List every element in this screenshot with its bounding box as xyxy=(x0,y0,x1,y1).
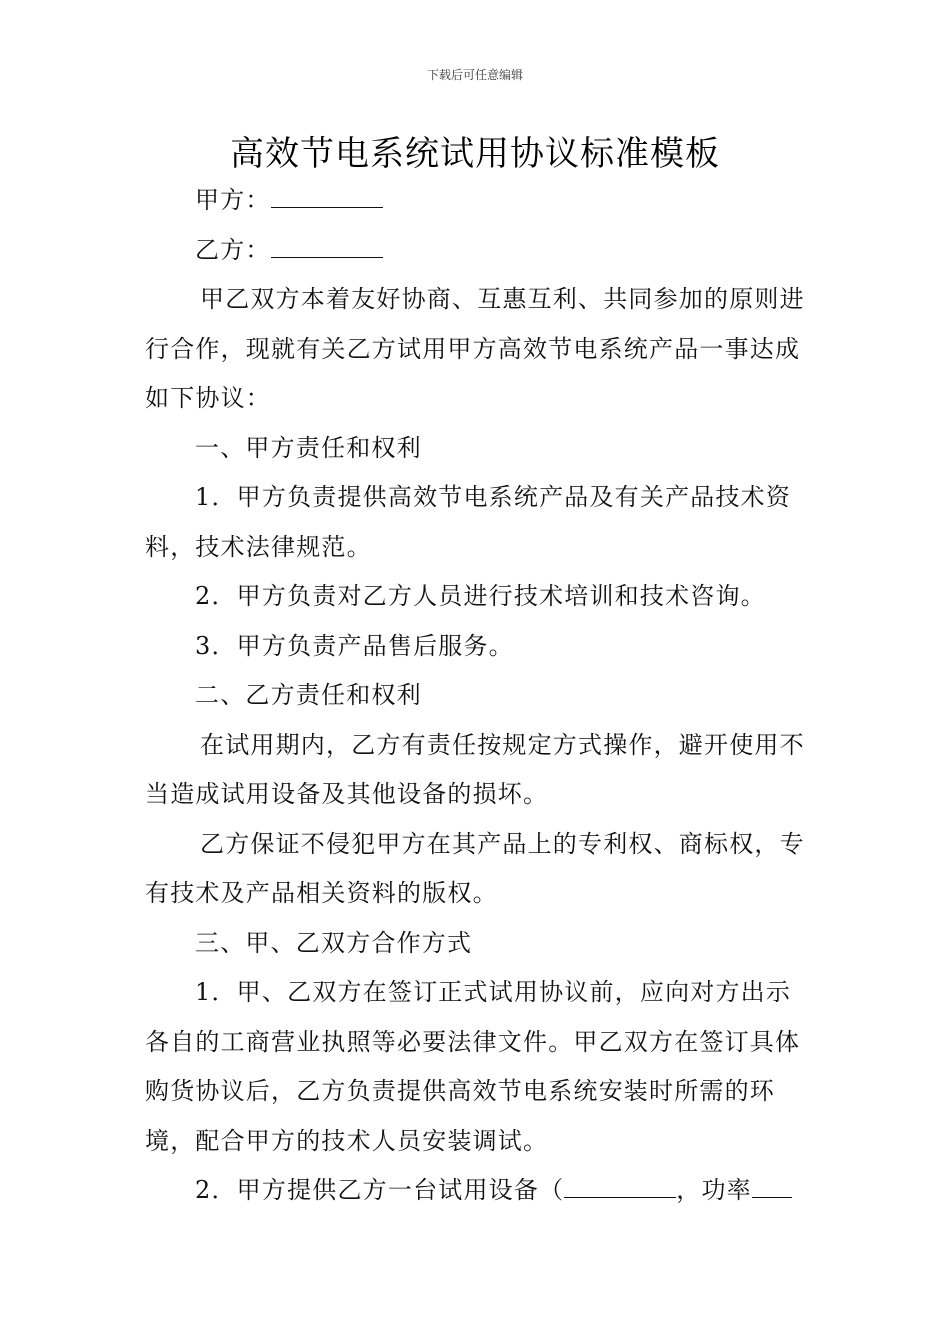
power-blank xyxy=(752,1169,792,1198)
party-a-line xyxy=(145,176,810,226)
party-a-label: 甲方： xyxy=(195,186,271,214)
section1-heading: 一、甲方责任和权利 xyxy=(195,433,422,462)
section2-paragraph1: 在试用期内，乙方有责任按规定方式操作，避开使用不当造成试用设备及其他设备的损坏。 xyxy=(145,730,805,808)
section3-item2-part1: 2．甲方提供乙方一台试用设备（ xyxy=(195,1176,565,1204)
document-body xyxy=(145,176,810,1216)
section2-heading: 二、乙方责任和权利 xyxy=(195,681,422,709)
section3-item1: 1．甲、乙双方在签订正式试用协议前，应向对方出示各自的工商营业执照等必要法律文件。甲乙双方在签订具体购货协议后，乙方负责提供高效节电系统安装时所需的环境，配合甲方的技术人员安装调试。 xyxy=(145,978,801,1155)
document-title: 高效节电系统试用协议标准模板 xyxy=(230,134,720,174)
section1-item3: 3．甲方负责产品售后服务。 xyxy=(195,631,514,660)
party-b-blank xyxy=(271,229,383,258)
intro-paragraph: 甲乙双方本着友好协商、互惠互利、共同参加的原则进行合作，现就有关乙方试用甲方高效节电系统产品一事达成如下协议： xyxy=(145,285,805,412)
equipment-blank xyxy=(564,1169,676,1198)
header-note: 下载后可任意编辑 xyxy=(426,68,523,82)
section1-item1: 1．甲方负责提供高效节电系统产品及有关产品技术资料，技术法律规范。 xyxy=(145,483,792,561)
section3-item2 xyxy=(145,1166,810,1216)
party-b-line xyxy=(145,226,810,276)
section1-item2: 2．甲方负责对乙方人员进行技术培训和技术咨询。 xyxy=(195,582,766,610)
party-a-blank xyxy=(271,179,383,208)
party-b-label: 乙方： xyxy=(195,235,271,264)
section3-heading: 三、甲、乙双方合作方式 xyxy=(195,928,473,957)
section3-item2-part2: ，功率 xyxy=(676,1176,752,1204)
section2-paragraph2: 乙方保证不侵犯甲方在其产品上的专利权、商标权，专有技术及产品相关资料的版权。 xyxy=(145,829,805,907)
